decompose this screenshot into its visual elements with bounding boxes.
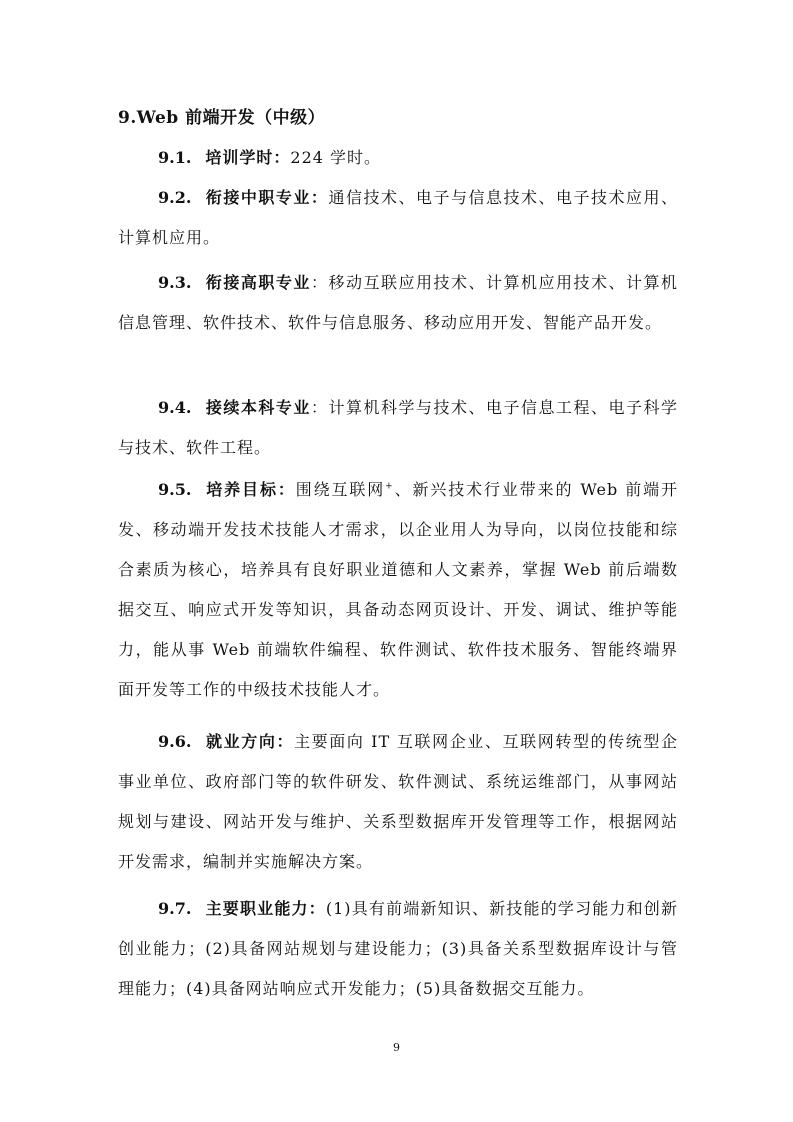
item-label: 就业方向： — [205, 732, 295, 751]
item-number: 9.5. — [158, 480, 192, 499]
page-number: 9 — [393, 1041, 400, 1054]
item-number: 9.4. — [158, 398, 192, 417]
item-undergraduate-majors — [118, 388, 678, 468]
item-label: 接续本科专业 — [205, 398, 311, 417]
item-training-hours — [118, 138, 678, 178]
item-text: 通信技术、电子与信息技术、电子技术应用、计算机应用。 — [118, 188, 678, 247]
item-text: 主要面向 IT 互联网企业、互联网转型的传统型企事业单位、政府部门等的软件研发、软件测试、系统运维部门，从事网站规划与建设、网站开发与维护、关系型数据库开发管理等工作，根据网站开发需求，编制并实施解决方案。 — [118, 732, 678, 871]
item-text: 224 学时。 — [290, 148, 382, 167]
item-text: ：移动互联应用技术、计算机应用技术、计算机信息管理、软件技术、软件与信息服务、移动应用开发、智能产品开发。 — [118, 273, 678, 332]
superscript-plus: + — [385, 481, 394, 492]
item-label: 培训学时： — [205, 148, 291, 167]
item-core-competencies — [118, 889, 678, 1009]
item-number: 9.2. — [158, 188, 192, 207]
item-secondary-vocational-majors — [118, 178, 678, 258]
item-employment-direction — [118, 722, 678, 882]
item-label: 主要职业能力： — [205, 899, 326, 918]
item-label: 培养目标： — [205, 480, 296, 499]
item-label: 衔接中职专业： — [205, 188, 329, 207]
section-heading: 9.Web 前端开发（中级） — [118, 108, 326, 128]
item-training-goals — [118, 470, 678, 710]
item-text: 、新兴技术行业带来的 Web 前端开发、移动端开发技术技能人才需求，以企业用人为导向，以岗位技能和综合素质为核心，培养具有良好职业道德和人文素养，掌握 Web 前后端数据交互、响应式开发等知识，具备动态网页设计、开发、调试、维护等能力，能从事 Web 前端软件编程、软件测试、软件技术服务、智能终端界面开发等工作的中级技术技能人才。 — [118, 480, 678, 699]
item-number: 9.3. — [158, 273, 192, 292]
item-number: 9.6. — [158, 732, 192, 751]
item-higher-vocational-majors — [118, 263, 678, 343]
item-text: ：计算机科学与技术、电子信息工程、电子科学与技术、软件工程。 — [118, 398, 678, 457]
item-label: 衔接高职专业 — [205, 273, 311, 292]
item-number: 9.1. — [158, 148, 192, 167]
item-text: (1)具有前端新知识、新技能的学习能力和创新创业能力；(2)具备网站规划与建设能力；(3)具备关系型数据库设计与管理能力；(4)具备网站响应式开发能力；(5)具备数据交互能力。 — [118, 899, 678, 998]
item-text-before-sup: 围绕互联网 — [295, 480, 386, 499]
item-number: 9.7. — [158, 899, 192, 918]
